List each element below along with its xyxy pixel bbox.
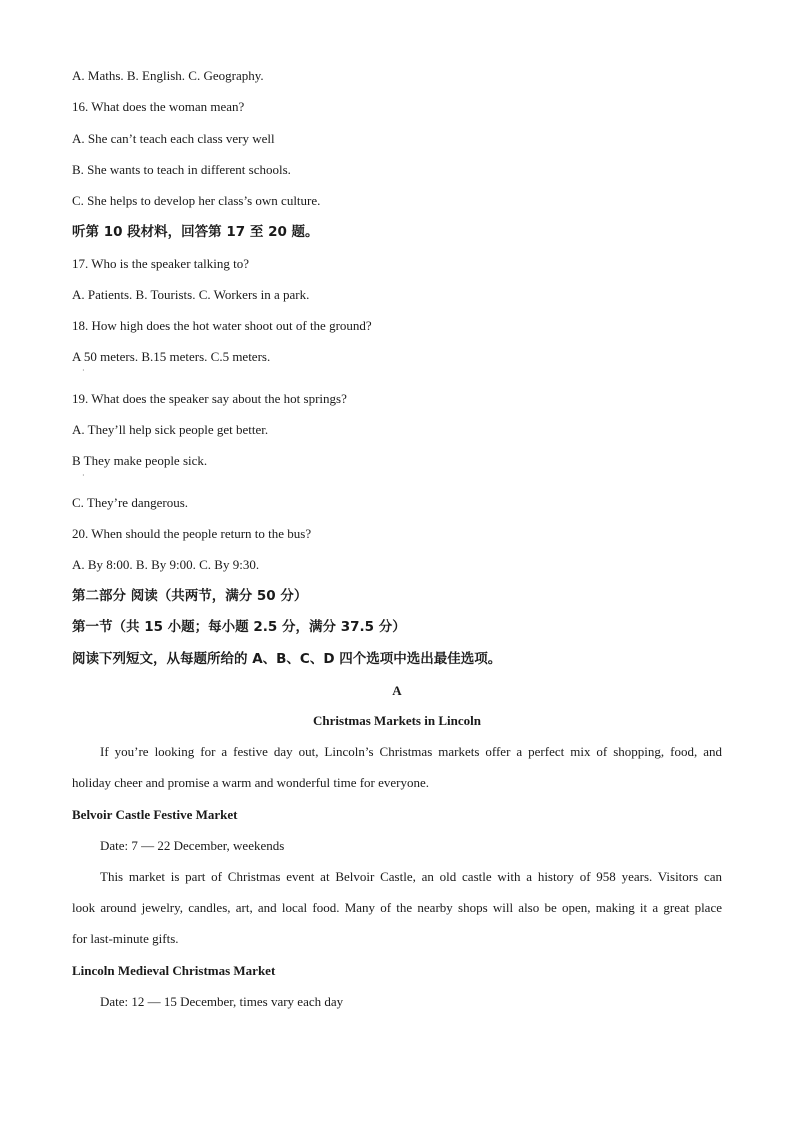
market-date-lincoln-medieval: Date: 12 — 15 December, times vary each day xyxy=(100,994,344,1009)
stray-mark: · xyxy=(82,471,85,480)
q16-question: 16. What does the woman mean? xyxy=(72,99,245,114)
q17-options: A. Patients. B. Tourists. C. Workers in a park. xyxy=(72,287,310,302)
q19-option-a: A. They’ll help sick people get better. xyxy=(72,422,269,437)
q16-option-a: A. She can’t teach each class very well xyxy=(72,131,275,146)
part-two-heading: 第二部分 阅读（共两节，满分 50 分） xyxy=(72,588,308,604)
market-date-belvoir: Date: 7 — 22 December, weekends xyxy=(100,838,285,853)
q19-option-b: B They make people sick. xyxy=(72,453,208,468)
section-one-heading: 第一节（共 15 小题；每小题 2.5 分，满分 37.5 分） xyxy=(72,619,406,635)
passage-title: Christmas Markets in Lincoln xyxy=(313,713,481,728)
q18-question: 18. How high does the hot water shoot out of the ground? xyxy=(72,318,372,333)
q19-question: 19. What does the speaker say about the hot springs? xyxy=(72,391,347,406)
q16-option-c: C. She helps to develop her class’s own culture. xyxy=(72,193,321,208)
q16-option-b: B. She wants to teach in different schools. xyxy=(72,162,291,177)
stray-mark: · xyxy=(82,366,85,375)
q19-option-c: C. They’re dangerous. xyxy=(72,495,189,510)
passage-intro: If you’re looking for a festive day out, Lincoln’s Christmas markets offer a perfect mix of shopping, food, and xyxy=(100,744,722,759)
market-desc-belvoir-2: look around jewelry, candles, art, and local food. Many of the nearby shops will also be open, making it a great place xyxy=(72,900,722,915)
q20-question: 20. When should the people return to the bus? xyxy=(72,526,312,541)
q17-question: 17. Who is the speaker talking to? xyxy=(72,256,250,271)
market-heading-belvoir: Belvoir Castle Festive Market xyxy=(72,807,238,822)
reading-instruction: 阅读下列短文，从每题所给的 A、B、C、D 四个选项中选出最佳选项。 xyxy=(72,651,502,667)
market-desc-belvoir-1: This market is part of Christmas event at Belvoir Castle, an old castle with a history of 958 years. Visitors can xyxy=(100,869,722,884)
passage-label: A xyxy=(392,683,402,698)
q20-options: A. By 8:00. B. By 9:00. C. By 9:30. xyxy=(72,557,260,572)
q15-options: A. Maths. B. English. C. Geography. xyxy=(72,68,264,83)
market-heading-lincoln-medieval: Lincoln Medieval Christmas Market xyxy=(72,963,276,978)
q18-options: A 50 meters. B.15 meters. C.5 meters. xyxy=(72,349,271,364)
passage-intro-continued: holiday cheer and promise a warm and wonderful time for everyone. xyxy=(72,775,430,790)
market-desc-belvoir-3: for last-minute gifts. xyxy=(72,931,179,946)
section-10-instruction: 听第 10 段材料，回答第 17 至 20 题。 xyxy=(72,224,319,240)
